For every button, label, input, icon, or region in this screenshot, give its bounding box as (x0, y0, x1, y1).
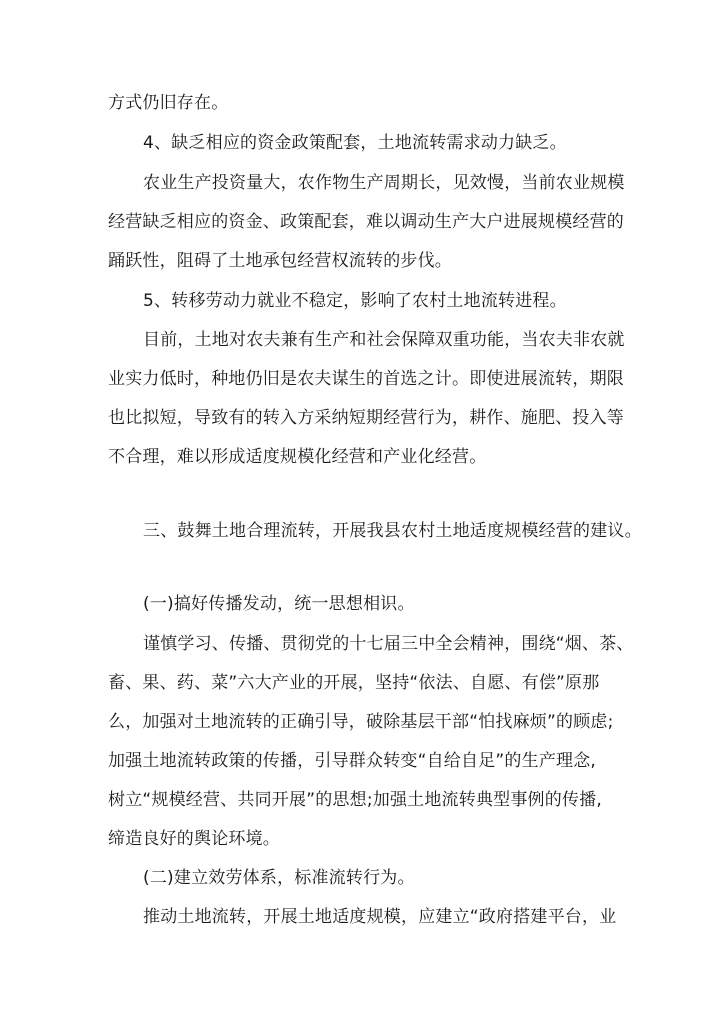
text-line: 也比拟短，导致有的转入方采纳短期经营行为，耕作、施肥、投入等 (108, 408, 624, 428)
text-line: 加强土地流转政策的传播，引导群众转变“自给自足”的生产理念, (108, 751, 597, 771)
text-line: 么，加强对土地流转的正确引导，破除基层干部“怕找麻烦”的顾虑; (108, 712, 614, 732)
text-line: 缔造良好的舆论环境。 (108, 829, 280, 849)
subsection-heading: (二)建立效劳体系，标准流转行为。 (143, 868, 415, 888)
subsection-heading: (一)搞好传播发动，统一思想相识。 (143, 594, 415, 614)
text-line: 业实力低时，种地仍旧是农夫谋生的首选之计。即使进展流转，期限 (108, 369, 624, 389)
section-heading: 三、鼓舞土地合理流转，开展我县农村土地适度规模经营的建议。 (143, 521, 642, 541)
text-line: 树立“规模经营、共同开展”的思想;加强土地流转典型事例的传播, (108, 790, 602, 810)
text-line: 踊跃性，阻碍了土地承包经营权流转的步伐。 (108, 251, 452, 271)
text-line: 谨慎学习、传播、贯彻党的十七届三中全会精神，围绕“烟、茶、 (143, 634, 634, 654)
text-line: 农业生产投资量大，农作物生产周期长，见效慢，当前农业规模 (143, 173, 625, 193)
text-line: 目前，土地对农夫兼有生产和社会保障双重功能，当农夫非农就 (143, 330, 625, 350)
text-line: 畜、果、药、菜”六大产业的开展，坚持“依法、自愿、有偿”原那 (108, 673, 600, 693)
section-heading: 4、缺乏相应的资金政策配套，土地流转需求动力缺乏。 (143, 133, 567, 153)
text-line: 不合理，难以形成适度规模化经营和产业化经营。 (108, 447, 487, 467)
text-line: 方式仍旧存在。 (108, 93, 229, 113)
text-line: 推动土地流转，开展土地适度规模，应建立“政府搭建平台，业 (143, 907, 617, 927)
text-line: 经营缺乏相应的资金、政策配套，难以调动生产大户进展规模经营的 (108, 212, 624, 232)
section-heading: 5、转移劳动力就业不稳定，影响了农村土地流转进程。 (143, 291, 567, 311)
